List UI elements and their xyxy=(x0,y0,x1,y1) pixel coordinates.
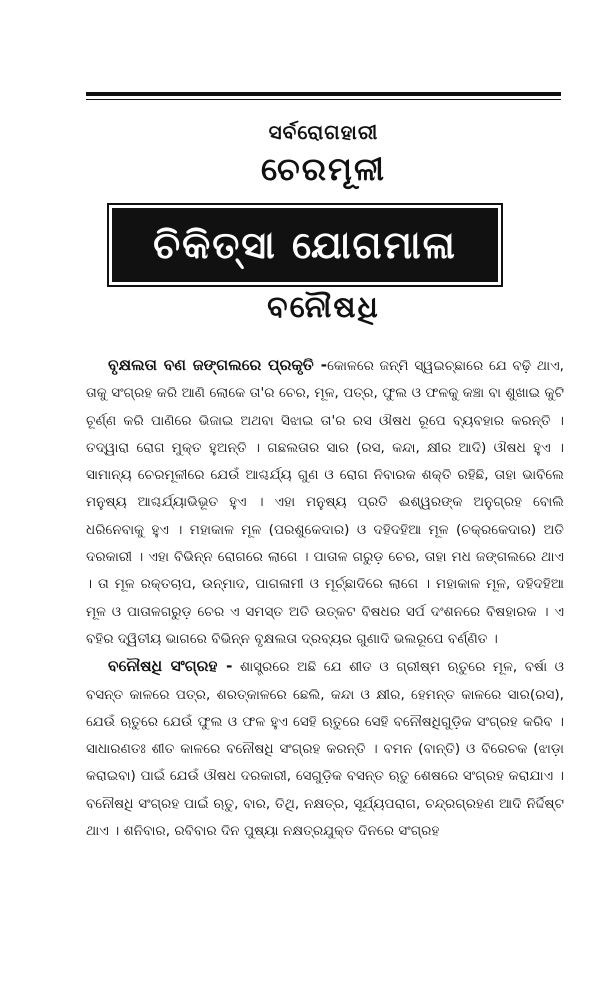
page-title: ଚିକିତ୍ସା ଯୋଗମାଳା xyxy=(153,222,457,267)
body-text xyxy=(86,352,564,845)
paragraph-lead: ବୃକ୍ଷଲତା ବଣ ଜଙ୍ଗଲରେ ପ୍ରକୃତି - xyxy=(108,356,328,374)
paragraph-lead: ବନୌଷଧି ସଂଗ୍ରହ - xyxy=(108,657,233,676)
paragraph-text: ଶାସ୍ତ୍ରରେ ଅଛି ଯେ ଶୀତ ଓ ଗ୍ରୀଷ୍ମ ଋତୁରେ ମୂଳ, ବର୍ଷା ଓ ବସନ୍ତ କାଳରେ ପତ୍ର, ଶରତ୍‌କାଳରେ ଛେଲି, କନ୍ଦା ଓ କ୍ଷୀର, ହେମନ୍ତ କାଳରେ ସାର(ରସ), ଯେଉଁ ଋତୁରେ ଯେଉଁ ଫୁଲ ଓ ଫଳ ହୁଏ ସେହି ଋତୁରେ ସେହି ବନୌଷଧିଗୁଡ଼ିକ ସଂଗ୍ରହ କରିବ । ସାଧାରଣତଃ ଶୀତ କାଳରେ ବନୌଷଧି ସଂଗ୍ରହ କରନ୍ତି । ବମନ (ବାନ୍ତି) ଓ ବିରେଚକ (ଝାଡ଼ା କରାଇବା) ପାଇଁ ଯେଉଁ ଔଷଧ ଦରକାରୀ, ସେଗୁଡ଼ିକ ବସନ୍ତ ଋତୁ ଶେଷରେ ସଂଗ୍ରହ କରାଯାଏ । ବନୌଷଧି ସଂଗ୍ରହ ପାଇଁ ଋତୁ, ବାର, ତିଥି, ନକ୍ଷତ୍ର, ସୂର୍ଯ୍ୟପରାଗ, ଚନ୍ଦ୍ରଗ୍ରହଣ ଆଦି ନିର୍ଦ୍ଦିଷ୍ଟ ଥାଏ । ଶନିବାର, ରବିବାର ଦିନ ପୁଷ୍ୟା ନକ୍ଷତ୍ରଯୁକ୍ତ ଦିନରେ ସଂଗ୍ରହ xyxy=(86,659,564,840)
paragraph-text: କୋଳରେ ଜନ୍ମି ସ୍ୱଇଚ୍ଛାରେ ଯେ ବଢ଼ି ଥାଏ, ତାକୁ ସଂଗ୍ରହ କରି ଆଣି ଲୋକେ ତା'ର ଚେର, ମୂଳ, ପତ୍ର, ଫୁଲ ଓ ଫଳକୁ କଞ୍ଚା ବା ଶୁଖାଇ କୁଟି ଚୂର୍ଣ୍ଣ କରି ପାଣିରେ ଭିଜାଇ ଅଥବା ସିଝାଇ ତା'ର ରସ ଔଷଧ ରୂପେ ବ୍ୟବହାର କରନ୍ତି । ତଦ୍ୱାରା ରୋଗ ମୁକ୍ତ ହୁଅନ୍ତି । ଗଛଲତାର ସାର (ରସ, କନ୍ଦା, କ୍ଷୀର ଆଦି) ଔଷଧ ହୁଏ । ସାମାନ୍ୟ ଚେରମୂଳୀରେ ଯେଉଁ ଆଶ୍ଚର୍ଯ୍ୟ ଗୁଣ ଓ ରୋଗ ନିବାରକ ଶକ୍ତି ରହିଛି, ତାହା ଭାବିଲେ ମନୁଷ୍ୟ ଆଶ୍ଚର୍ଯ୍ୟାଭିଭୂତ ହୁଏ । ଏହା ମନୁଷ୍ୟ ପ୍ରତି ଈଶ୍ୱରଙ୍କ ଅନୁଗ୍ରହ ବୋଲି ଧରିନେବାକୁ ହୁଏ । ମହାକାଳ ମୂଳ (ପରଶୁକେଦାର) ଓ ଦହିଦହିଆ ମୂଳ (ଚକ୍ରକେଦାର) ଅତି ଦରକାରୀ । ଏହା ବିଭିନ୍ନ ରୋଗରେ ଲାଗେ । ପାତାଳ ଗରୁଡ଼ ଚେର, ତାହା ମଧ ଜଙ୍ଗଲରେ ଥାଏ । ତା ମୂଳ ରକ୍ତଚାପ, ଉନ୍ମାଦ, ପାଗଳାମୀ ଓ ମୂର୍ଚ୍ଛାଦିରେ ଲାଗେ । ମହାକାଳ ମୂଳ, ଦହିଦହିଆ ମୂଳ ଓ ପାତାଳଗରୁଡ଼ ଚେର ଏ ସମସ୍ତ ଅତି ଉତ୍କଟ ବିଷଧର ସର୍ପ ଦଂଶନରେ ବିଷହାରକ । ଏ ବହିର ଦ୍ୱିତୀୟ ଭାଗରେ ବିଭିନ୍ନ ବୃକ୍ଷଲତା ଦ୍ରବ୍ୟର ଗୁଣାଦି ଭଲରୂପେ ବର୍ଣ୍ଣିତ । xyxy=(86,358,564,647)
section-heading: ବନୌଷଧି xyxy=(267,290,380,325)
supertitle: ସର୍ବରୋଗହାରୀ xyxy=(268,120,379,144)
top-rule-thick xyxy=(86,92,561,96)
subtitle: ଚେରମୂଳୀ xyxy=(260,150,387,188)
paragraph xyxy=(86,653,564,845)
title-banner xyxy=(112,208,498,282)
top-rule-thin xyxy=(86,99,561,100)
paragraph xyxy=(86,352,564,653)
